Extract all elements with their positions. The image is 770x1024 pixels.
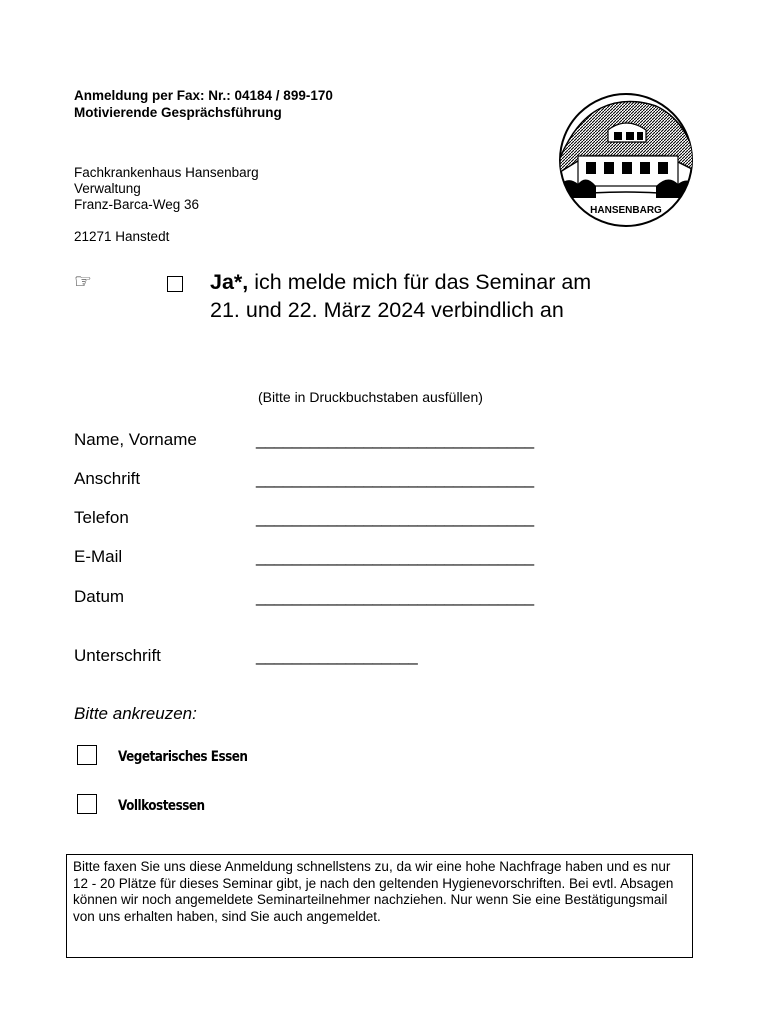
registration-checkbox[interactable] <box>167 276 183 292</box>
full-meal-checkbox[interactable] <box>77 794 97 814</box>
email-label: E-Mail <box>74 547 123 566</box>
phone-label: Telefon <box>74 508 129 527</box>
address-line-city: 21271 Hanstedt <box>74 229 170 244</box>
registration-line2: 21. und 22. März 2024 verbindlich an <box>210 298 564 322</box>
address-field[interactable]: _______________________________ <box>256 469 534 488</box>
vegetarian-label: Vegetarisches Essen <box>118 749 248 765</box>
phone-field[interactable]: _______________________________ <box>256 508 534 527</box>
registration-line1: ich melde mich für das Seminar am <box>248 270 592 294</box>
logo-text: HANSENBARG <box>590 205 662 216</box>
pointing-hand-icon: ☞ <box>74 271 92 293</box>
name-field[interactable]: _______________________________ <box>256 430 534 449</box>
full-meal-label: Vollkostessen <box>118 798 205 814</box>
address-line-department: Verwaltung <box>74 181 141 196</box>
address-line-street: Franz-Barca-Weg 36 <box>74 197 200 212</box>
options-title: Bitte ankreuzen: <box>74 704 197 723</box>
address-label: Anschrift <box>74 469 141 488</box>
signature-field[interactable]: __________________ <box>256 646 418 665</box>
signature-label: Unterschrift <box>74 646 161 665</box>
yes-label: Ja*, <box>210 270 249 294</box>
email-field[interactable]: _______________________________ <box>256 547 534 566</box>
block-letters-hint: (Bitte in Druckbuchstaben ausfüllen) <box>258 389 483 405</box>
fax-notice-box <box>66 854 693 958</box>
registration-statement <box>210 268 591 324</box>
name-label: Name, Vorname <box>74 430 197 449</box>
address-line-clinic: Fachkrankenhaus Hansenbarg <box>74 165 259 180</box>
seminar-title: Motivierende Gesprächsführung <box>74 105 282 120</box>
hansenbarg-logo <box>556 90 696 230</box>
fax-notice-text: Bitte faxen Sie uns diese Anmeldung schnellstens zu, da wir eine hohe Nachfrage haben und es nur 12 - 20 Plätze für dieses Seminar gibt, je nach den geltenden Hygienevorschriften. Bei evtl. Absagen können wir noch angemeldete Seminarteilnehmer nachziehen. Nur wenn Sie eine Bestätigungsmail von uns erhalten haben, sind Sie auch angemeldet. <box>73 859 674 924</box>
date-label: Datum <box>74 587 125 606</box>
fax-number-heading: Anmeldung per Fax: Nr.: 04184 / 899-170 <box>74 88 333 103</box>
vegetarian-checkbox[interactable] <box>77 745 97 765</box>
date-field[interactable]: _______________________________ <box>256 587 534 606</box>
